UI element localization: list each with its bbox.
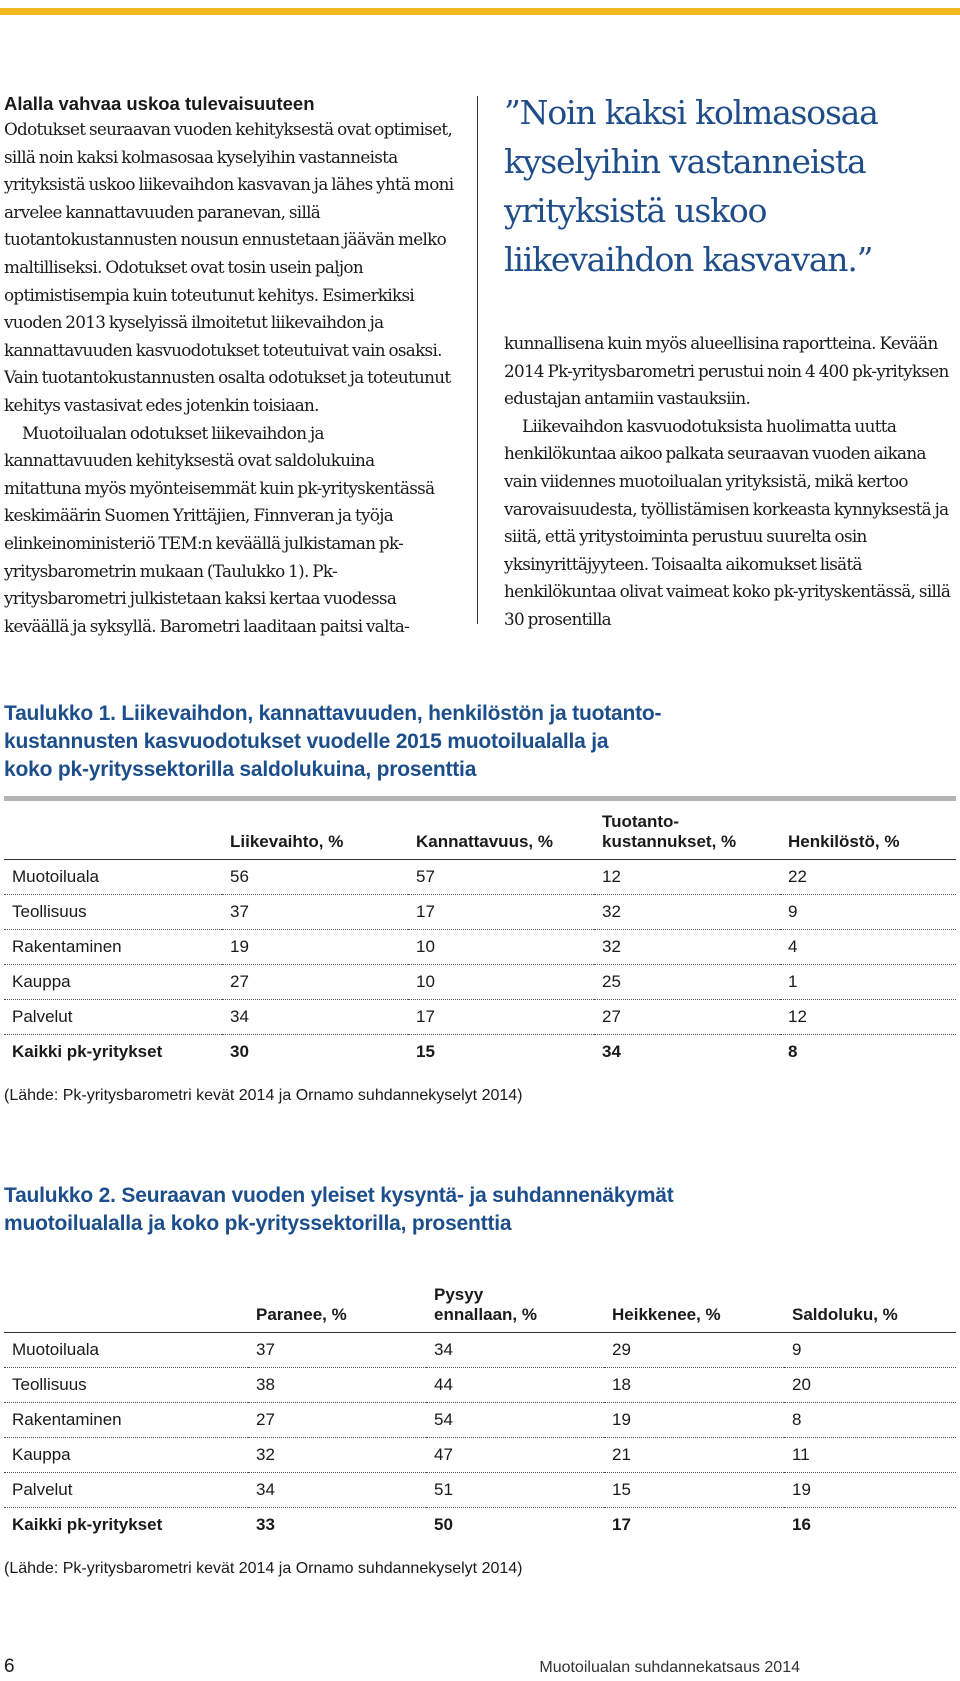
table-cell: 33 xyxy=(256,1514,275,1534)
table-cell: 30 xyxy=(230,1041,249,1061)
table-cell: 51 xyxy=(426,1472,604,1507)
table-row xyxy=(4,964,956,999)
table-row xyxy=(4,1367,956,1402)
table-cell: 4 xyxy=(780,929,956,964)
table-header-cell xyxy=(4,1274,248,1332)
table-cell: Kauppa xyxy=(4,964,222,999)
table-cell: Palvelut xyxy=(4,999,222,1034)
table-cell: 32 xyxy=(594,894,780,929)
table-cell: 17 xyxy=(612,1514,631,1534)
table-header-cell: Liikevaihto, % xyxy=(222,801,408,859)
article-left-column xyxy=(4,92,454,640)
table-row xyxy=(4,1402,956,1437)
table-cell: 27 xyxy=(222,964,408,999)
table-cell: 12 xyxy=(594,859,780,894)
table-total-row xyxy=(4,1034,956,1069)
table-2-source: (Lähde: Pk-yritysbarometri kevät 2014 ja Ornamo suhdannekyselyt 2014) xyxy=(4,1559,523,1577)
table-cell: Kaikki pk-yritykset xyxy=(12,1514,163,1534)
table-cell: 37 xyxy=(222,894,408,929)
table-cell: 1 xyxy=(780,964,956,999)
table-cell: 19 xyxy=(784,1472,956,1507)
table-cell: 27 xyxy=(248,1402,426,1437)
table-1-title-line-2: kustannusten kasvuodotukset vuodelle 2015 muotoilualalla ja xyxy=(4,730,609,753)
table-cell: 25 xyxy=(594,964,780,999)
table-cell: 9 xyxy=(780,894,956,929)
table-cell: 27 xyxy=(594,999,780,1034)
table-cell: 12 xyxy=(780,999,956,1034)
table-cell: 32 xyxy=(594,929,780,964)
table-cell: 38 xyxy=(248,1367,426,1402)
table-row xyxy=(4,999,956,1034)
table-cell: 16 xyxy=(792,1514,811,1534)
table-cell: 34 xyxy=(426,1332,604,1367)
table-cell: Palvelut xyxy=(4,1472,248,1507)
table-1-title xyxy=(4,700,956,784)
article-paragraph-2: Muotoilualan odotukset liikevaihdon ja kannattavuuden kehityksestä ovat saldolukuina mitattuna myös myönteisemmät kuin pk-yrityskentässä keskimäärin Suomen Yrittäjien, Finnveran ja työja elinkeinoministeriö TEM:n keväällä julkistaman pk-yritysbarometrin mukaan (Taulukko 1). Pk-yritysbarometri julkistetaan kaksi kertaa vuodessa keväällä ja syksyllä. Barometri laaditaan paitsi valta- xyxy=(4,422,435,636)
table-2-title-line-1: Taulukko 2. Seuraavan vuoden yleiset kysyntä- ja suhdannenäkymät xyxy=(4,1184,674,1207)
table-cell: 8 xyxy=(788,1041,798,1061)
publication-title: Muotoilualan suhdannekatsaus 2014 xyxy=(539,1659,800,1676)
table-cell: 21 xyxy=(604,1437,784,1472)
top-accent-bar xyxy=(0,8,960,15)
article-paragraph-1: Odotukset seuraavan vuoden kehityksestä ovat optimiset, sillä noin kaksi kolmasosaa kyselyihin vastanneista yrityksistä uskoo liikevaihdon kasvavan ja lähes yhtä moni arvelee kannattavuuden paranevan, sillä tuotantokustannusten nousun ennustetaan jäävän melko maltilliseksi. Odotukset ovat tosin usein paljon optimistisempia kuin toteutunut kehitys. Esimerkiksi vuoden 2013 kyselyissä ilmoitetut liikevaihdon ja kannattavuuden kasvuodotukset toteutuivat vain osaksi. Vain tuotantokustannusten osalta odotukset ja toteutunut kehitys vastasivat edes jotenkin toisiaan. xyxy=(4,119,454,415)
table-header-cell xyxy=(4,801,222,859)
table-cell: 17 xyxy=(408,894,594,929)
table-row xyxy=(4,1332,956,1367)
table-cell: Rakentaminen xyxy=(4,929,222,964)
table-cell: Teollisuus xyxy=(4,1367,248,1402)
table-cell: Muotoiluala xyxy=(4,859,222,894)
table-cell: 29 xyxy=(604,1332,784,1367)
table-row xyxy=(4,929,956,964)
table-header-cell: Henkilöstö, % xyxy=(780,801,956,859)
table-row xyxy=(4,859,956,894)
table-cell: Kaikki pk-yritykset xyxy=(12,1041,163,1061)
table-1-block xyxy=(4,700,956,1105)
table-header-cell: Heikkenee, % xyxy=(604,1274,784,1332)
table-cell: 17 xyxy=(408,999,594,1034)
table-cell: 54 xyxy=(426,1402,604,1437)
table-cell: Teollisuus xyxy=(4,894,222,929)
page-number: 6 xyxy=(4,1656,15,1677)
table-header-cell: Saldoluku, % xyxy=(784,1274,956,1332)
table-cell: 15 xyxy=(416,1041,435,1061)
table-header-cell: Kannattavuus, % xyxy=(408,801,594,859)
table-cell: 50 xyxy=(434,1514,453,1534)
table-cell: 32 xyxy=(248,1437,426,1472)
table-cell: 22 xyxy=(780,859,956,894)
table-cell: 9 xyxy=(784,1332,956,1367)
table-cell: Rakentaminen xyxy=(4,1402,248,1437)
table-cell: 20 xyxy=(784,1367,956,1402)
table-2-title xyxy=(4,1182,956,1238)
table-1-source: (Lähde: Pk-yritysbarometri kevät 2014 ja Ornamo suhdannekyselyt 2014) xyxy=(4,1086,523,1104)
table-cell: Muotoiluala xyxy=(4,1332,248,1367)
table-header-row xyxy=(4,801,956,859)
table-row xyxy=(4,1437,956,1472)
table-row xyxy=(4,1472,956,1507)
table-2 xyxy=(4,1274,956,1542)
table-cell: 56 xyxy=(222,859,408,894)
table-cell: 19 xyxy=(604,1402,784,1437)
table-header-cell: Tuotanto- kustannukset, % xyxy=(594,801,780,859)
table-header-cell: Pysyy ennallaan, % xyxy=(426,1274,604,1332)
table-cell: 10 xyxy=(408,929,594,964)
table-cell: 34 xyxy=(248,1472,426,1507)
table-cell: 37 xyxy=(248,1332,426,1367)
table-cell: 11 xyxy=(784,1437,956,1472)
table-row xyxy=(4,894,956,929)
article-right-column xyxy=(504,88,956,634)
table-1 xyxy=(4,801,956,1069)
article-paragraph-4: Liikevaihdon kasvuodotuksista huolimatta uutta henkilökuntaa aikoo palkata seuraavan vuoden aikana vain viidennes muotoilualan yrityksistä, mikä kertoo varovaisuudesta, työllistämisen korkeasta kynnyksestä ja siitä, että yritystoiminta perustuu suurelta osin yksinyrittäjyyteen. Toisaalta aikomukset lisätä henkilökuntaa olivat vaimeat koko pk-yrityskentässä, sillä 30 prosentilla xyxy=(504,415,951,629)
table-cell: 10 xyxy=(408,964,594,999)
table-cell: 44 xyxy=(426,1367,604,1402)
table-cell: 57 xyxy=(408,859,594,894)
article-heading: Alalla vahvaa uskoa tulevaisuuteen xyxy=(4,93,315,114)
table-cell: 15 xyxy=(604,1472,784,1507)
table-cell: 47 xyxy=(426,1437,604,1472)
table-cell: 18 xyxy=(604,1367,784,1402)
table-1-title-line-3: koko pk-yrityssektorilla saldolukuina, prosenttia xyxy=(4,758,477,781)
table-2-title-line-2: muotoilualalla ja koko pk-yrityssektorilla, prosenttia xyxy=(4,1212,512,1235)
article-paragraph-3: kunnallisena kuin myös alueellisina raportteina. Kevään 2014 Pk-yritysbarometri perustui noin 4 400 pk-yrityksen edustajan antamiin vastauksiin. xyxy=(504,333,949,409)
column-divider xyxy=(477,96,478,624)
table-cell: 34 xyxy=(602,1041,621,1061)
table-cell: 19 xyxy=(222,929,408,964)
table-cell: Kauppa xyxy=(4,1437,248,1472)
table-cell: 8 xyxy=(784,1402,956,1437)
table-header-row xyxy=(4,1274,956,1332)
table-2-block xyxy=(4,1182,956,1578)
pull-quote: ”Noin kaksi kolmasosaa kyselyihin vastanneista yrityksistä uskoo liikevaihdon kasvavan.” xyxy=(504,93,878,279)
table-header-cell: Paranee, % xyxy=(248,1274,426,1332)
table-total-row xyxy=(4,1507,956,1542)
table-cell: 34 xyxy=(222,999,408,1034)
table-1-title-line-1: Taulukko 1. Liikevaihdon, kannattavuuden, henkilöstön ja tuotanto- xyxy=(4,702,662,725)
